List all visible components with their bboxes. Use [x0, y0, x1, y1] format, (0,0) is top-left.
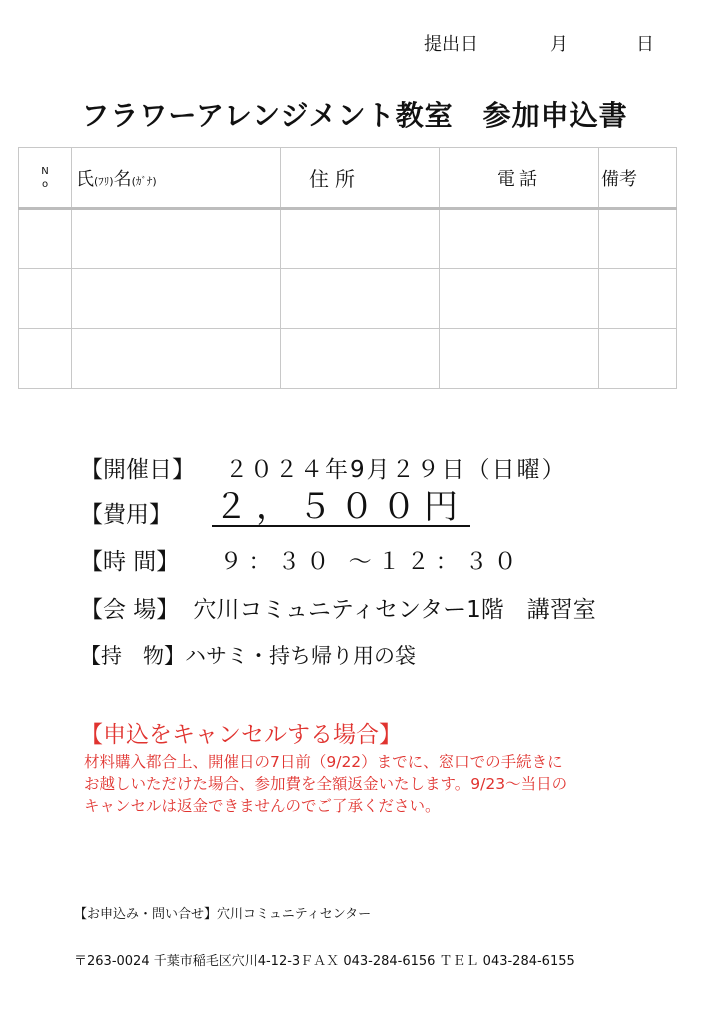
event-venue-label: 【会 場】 [80, 597, 180, 623]
cancellation-line: キャンセルは返金できませんのでご了承ください。 [84, 797, 441, 815]
cancellation-notice [80, 716, 567, 817]
header-note: 備考 [599, 148, 677, 209]
cell-name[interactable] [72, 269, 281, 329]
event-date-value: ２０２４年9月２９日（日曜） [225, 457, 567, 483]
table-row [19, 329, 677, 389]
cancellation-line: お越しいただけた場合、参加費を全額返金いたします。9/23～当日の [84, 775, 568, 793]
event-fee-value: ２，５００円 [212, 489, 470, 527]
event-time-value: ９：３０ ～１２：３０ [219, 549, 523, 575]
cell-no[interactable] [19, 209, 72, 269]
cell-address[interactable] [281, 269, 440, 329]
cell-phone[interactable] [440, 209, 599, 269]
table-header-row [19, 148, 677, 209]
table-row [19, 269, 677, 329]
event-belongings [80, 640, 416, 670]
event-date [80, 451, 567, 484]
event-fee [80, 487, 470, 531]
event-belongings-label: 【持 物】 [80, 644, 185, 668]
cell-address[interactable] [281, 209, 440, 269]
event-belongings-value: ハサミ・持ち帰り用の袋 [185, 644, 416, 668]
address-line: 〒263-0024 千葉市稲毛区穴川4-12-3ＦＡＸ 043-284-6156 ＴＥＬ 043-284-6155 [74, 954, 575, 969]
event-venue [80, 591, 596, 624]
event-date-label: 【開催日】 [80, 457, 195, 483]
cell-note[interactable] [599, 269, 677, 329]
event-time [80, 543, 523, 576]
cell-name[interactable] [72, 329, 281, 389]
cell-address[interactable] [281, 329, 440, 389]
event-time-label: 【時 間】 [80, 549, 180, 575]
cell-phone[interactable] [440, 329, 599, 389]
cell-no[interactable] [19, 269, 72, 329]
event-venue-value: 穴川コミュニティセンター1階 講習室 [193, 597, 596, 623]
cell-note[interactable] [599, 329, 677, 389]
cancellation-line: 材料購入都合上、開催日の7日前（9/22）までに、窓口での手続きに [84, 753, 563, 771]
contact-info: 【お申込み・問い合せ】穴川コミュニティセンター [74, 907, 372, 922]
submit-date-label: 提出日 [424, 34, 478, 55]
header-phone: 電話 [440, 148, 599, 209]
cell-name[interactable] [72, 209, 281, 269]
header-address: 住所 [281, 148, 440, 209]
header-no: N o [19, 148, 72, 209]
header-name: 氏(ﾌﾘ)名(ｶﾞﾅ) [72, 148, 281, 209]
cancellation-body [84, 751, 567, 817]
cell-phone[interactable] [440, 269, 599, 329]
cell-no[interactable] [19, 329, 72, 389]
submit-date-day: 日 [636, 34, 654, 55]
cancellation-title: 【申込をキャンセルする場合】 [80, 722, 402, 748]
event-fee-label: 【費用】 [80, 502, 172, 528]
page-title: フラワーアレンジメント教室 参加申込書 [81, 99, 628, 132]
submit-date-month: 月 [550, 34, 568, 55]
application-table [18, 147, 677, 389]
cell-note[interactable] [599, 209, 677, 269]
table-row [19, 209, 677, 269]
